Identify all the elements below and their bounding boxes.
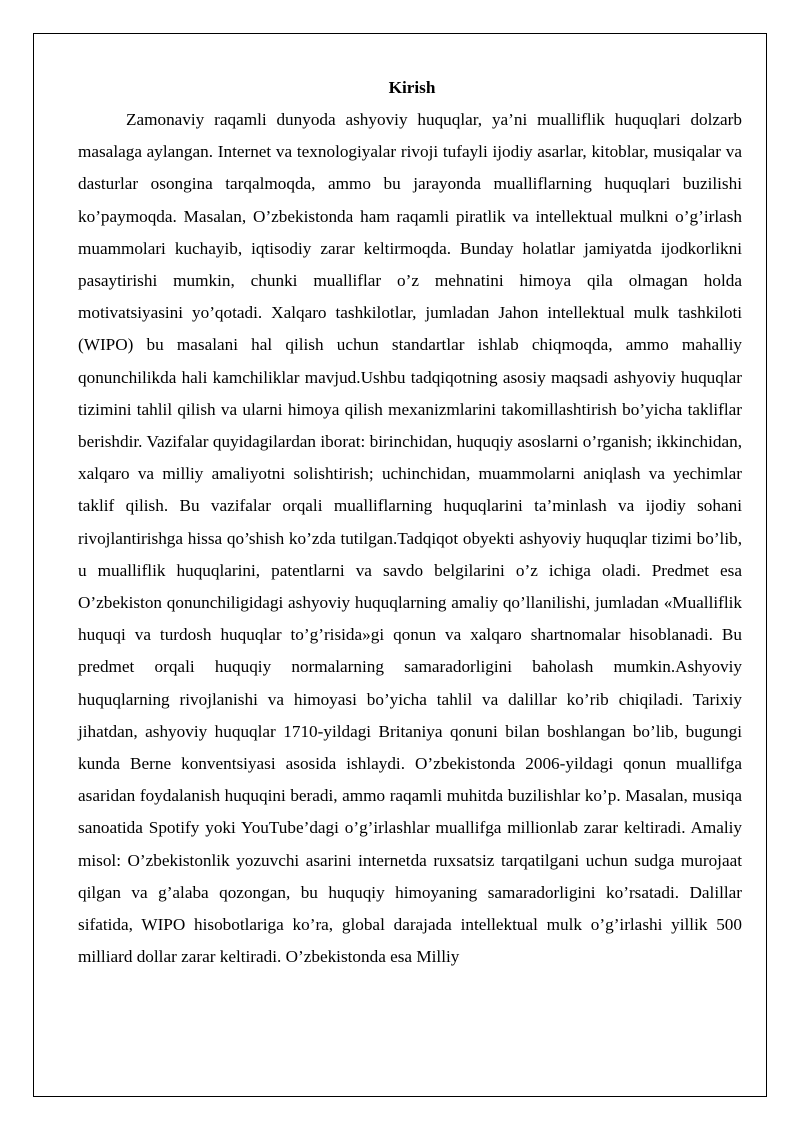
document-content xyxy=(78,72,742,973)
document-body-paragraph: Zamonaviy raqamli dunyoda ashyoviy huquqlar, ya’ni mualliflik huquqlari dolzarb masalaga aylangan. Internet va texnologiyalar rivoji tufayli ijodiy asarlar, kitoblar, musiqalar va dasturlar osongina tarqalmoqda, ammo bu jarayonda mualliflarning huquqlari buzilishi ko’paymoqda. Masalan, O’zbekistonda ham raqamli piratlik va intellektual mulkni o’g’irlash muammolari kuchayib, iqtisodiy zarar keltirmoqda. Bunday holatlar jamiyatda ijodkorlikni pasaytirishi mumkin, chunki mualliflar o’z mehnatini himoya qila olmagan holda motivatsiyasini yo’qotadi. Xalqaro tashkilotlar, jumladan Jahon intellektual mulk tashkiloti (WIPO) bu masalani hal qilish uchun standartlar ishlab chiqmoqda, ammo mahalliy qonunchilikda hali kamchiliklar mavjud.Ushbu tadqiqotning asosiy maqsadi ashyoviy huquqlar tizimini tahlil qilish va ularni himoya qilish mexanizmlarini takomillashtirish bo’yicha takliflar berishdir. Vazifalar quyidagilardan iborat: birinchidan, huquqiy asoslarni o’rganish; ikkinchidan, xalqaro va milliy amaliyotni solishtirish; uchinchidan, muammolarni aniqlash va yechimlar taklif qilish. Bu vazifalar orqali mualliflarning huquqlarini ta’minlash va ijodiy sohani rivojlantirishga hissa qo’shish ko’zda tutilgan.Tadqiqot obyekti ashyoviy huquqlar tizimi bo’lib, u mualliflik huquqlarini, patentlarni va savdo belgilarini o’z ichiga oladi. Predmet esa O’zbekiston qonunchiligidagi ashyoviy huquqlarning amaliy qo’llanilishi, jumladan «Mualliflik huquqi va turdosh huquqlar to’g’risida»gi qonun va xalqaro shartnomalar hisoblanadi. Bu predmet orqali huquqiy normalarning samaradorligini baholash mumkin.Ashyoviy huquqlarning rivojlanishi va himoyasi bo’yicha tahlil va dalillar ko’rib chiqiladi. Tarixiy jihatdan, ashyoviy huquqlar 1710-yildagi Britaniya qonuni bilan boshlangan bo’lib, bugungi kunda Berne konventsiyasi asosida ishlaydi. O’zbekistonda 2006-yildagi qonun muallifga asaridan foydalanish huquqini beradi, ammo raqamli muhitda buzilishlar ko’p. Masalan, musiqa sanoatida Spotify yoki YouTube’dagi o’g’irlashlar muallifga millionlab zarar keltiradi. Amaliy misol: O’zbekistonlik yozuvchi asarini internetda ruxsatsiz tarqatilgani uchun sudga murojaat qilgan va g’alaba qozongan, bu huquqiy himoyaning samaradorligini ko’rsatadi. Dalillar sifatida, WIPO hisobotlariga ko’ra, global darajada intellektual mulk o’g’irlashi yillik 500 milliard dollar zarar keltiradi. O’zbekistonda esa Milliy xyxy=(78,110,742,967)
document-title: Kirish xyxy=(388,78,436,97)
